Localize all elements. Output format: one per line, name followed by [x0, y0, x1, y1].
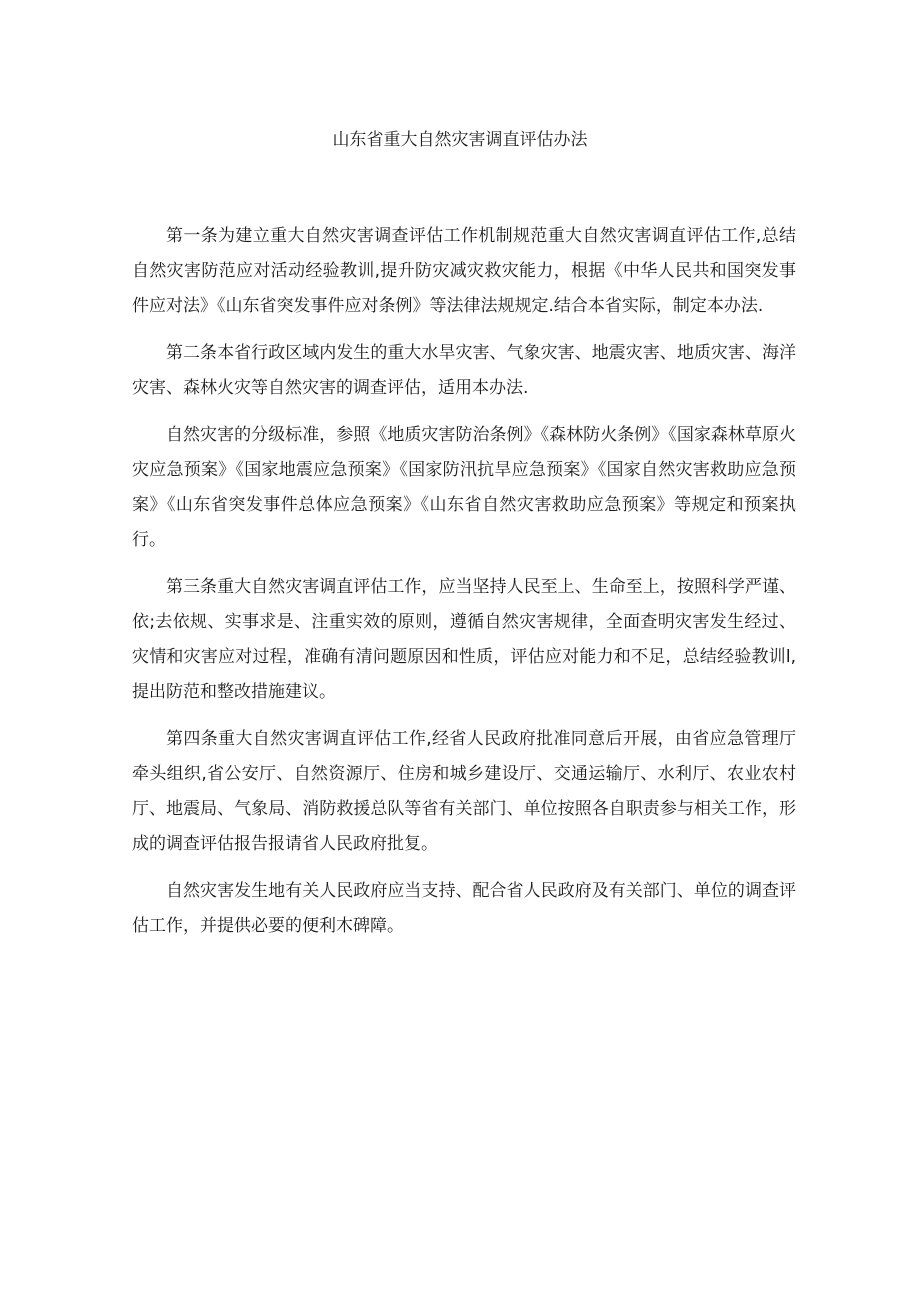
paragraph-article-1: 第一条为建立重大自然灾害调查评估工作机制规范重大自然灾害调直评估工作,总结自然灾害防范应对活动经验教训,提升防灾减灾救灾能力，根据《中华人民共和国突发事件应对法》《山东省突发事件应对条例》等法律法规规定.结合本省实际，制定本办法. [132, 226, 796, 316]
paragraph-classification-standard: 自然灾害的分级标准，参照《地质灾害防治条例》《森林防火条例》《国家森林草原火灾应急预案》《国家地震应急预案》《国家防汛抗旱应急预案》《国家自然灾害救助应急预案》《山东省突发事件总体应急预案》《山东省自然灾害救助应急预案》等规定和预案执行。 [132, 425, 796, 550]
document-body [132, 219, 796, 956]
paragraph-article-4: 第四条重大自然灾害调直评估工作,经省人民政府批准同意后开展，由省应急管理厅牵头组织,省公安厅、自然资源厅、住房和城乡建设厅、交通运输厅、水利厅、农业农村厅、地震局、气象局、消防救援总队等省有关部门、单位按照各自职责参与相关工作，形成的调查评估报告报请省人民政府批复。 [132, 729, 796, 854]
document-title: 山东省重大自然灾害调直评估办法 [332, 130, 588, 150]
paragraph-article-2: 第二条本省行政区域内发生的重大水旱灾害、气象灾害、地震灾害、地质灾害、海洋灾害、森林火灾等自然灾害的调查评估，适用本办法. [132, 343, 796, 398]
paragraph-article-3: 第三条重大自然灾害调直评估工作，应当坚持人民至上、生命至上，按照科学严谨、依;去依规、实事求是、注重实效的原则，遵循自然灾害规律，全面查明灾害发生经过、灾情和灾害应对过程，准确有清问题原因和性质，评估应对能力和不足，总结经验教训l,提出防范和整改措施建议。 [132, 577, 796, 702]
paragraph-local-government-support: 自然灾害发生地有关人民政府应当支持、配合省人民政府及有关部门、单位的调查评估工作，并提供必要的便利木碑障。 [132, 881, 796, 936]
